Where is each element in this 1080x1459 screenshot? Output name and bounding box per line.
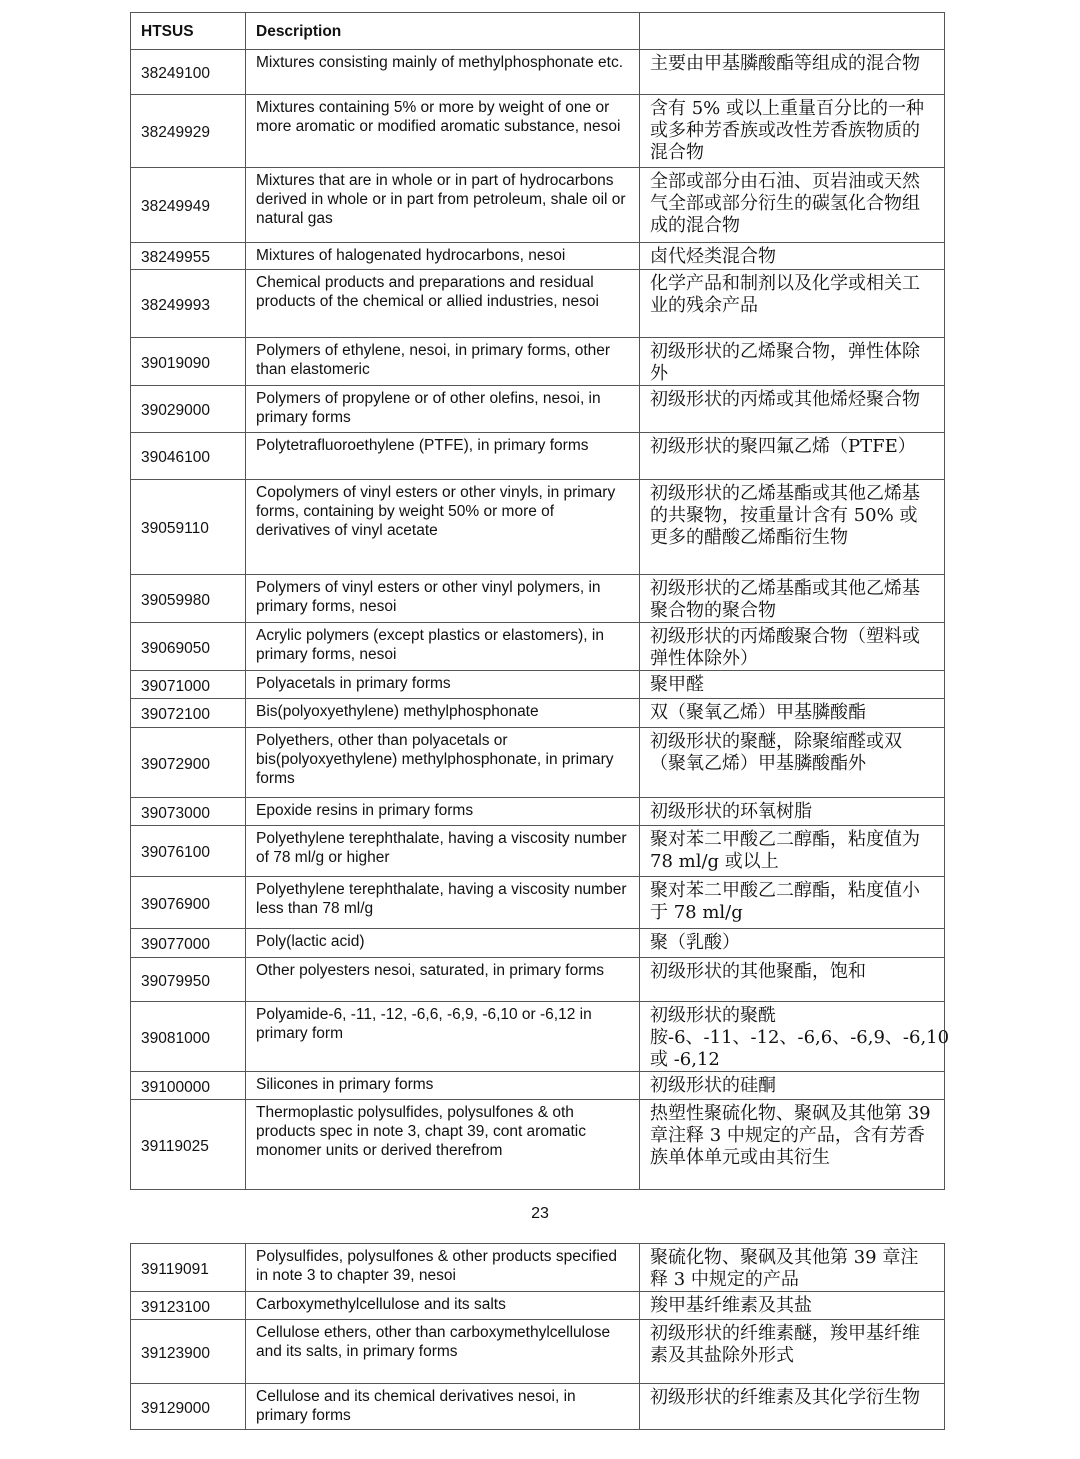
table-row [131, 929, 945, 958]
table-row [131, 433, 945, 480]
htsus-code: 39076100 [131, 826, 246, 877]
table-row [131, 798, 945, 826]
description-en: Thermoplastic polysulfides, polysulfones & oth products spec in note 3, chapt 39, cont aromatic monomer units or derived therefrom [246, 1100, 640, 1190]
description-en: Polyethers, other than polyacetals or bis(polyoxyethylene) methylphosphonate, in primary forms [246, 728, 640, 798]
htsus-code: 39046100 [131, 433, 246, 480]
description-zh: 初级形状的丙烯或其他烯烃聚合物 [640, 386, 945, 433]
description-en: Polyethylene terephthalate, having a viscosity number less than 78 ml/g [246, 877, 640, 929]
htsus-code: 39071000 [131, 671, 246, 699]
table-header-row [131, 13, 945, 50]
description-zh: 初级形状的丙烯酸聚合物（塑料或弹性体除外） [640, 623, 945, 671]
htsus-code: 39072100 [131, 699, 246, 728]
description-en: Polymers of propylene or of other olefins, nesoi, in primary forms [246, 386, 640, 433]
table-row [131, 50, 945, 95]
description-en: Mixtures of halogenated hydrocarbons, nesoi [246, 243, 640, 270]
description-zh: 聚（乳酸） [640, 929, 945, 958]
htsus-code: 39059980 [131, 575, 246, 623]
table-row [131, 338, 945, 386]
htsus-code: 39019090 [131, 338, 246, 386]
description-en: Mixtures containing 5% or more by weight of one or more aromatic or modified aromatic substance, nesoi [246, 95, 640, 168]
description-en: Polysulfides, polysulfones & other products specified in note 3 to chapter 39, nesoi [246, 1244, 640, 1292]
description-zh: 初级形状的聚四氟乙烯（PTFE） [640, 433, 945, 480]
htsus-code: 39100000 [131, 1072, 246, 1100]
description-zh: 初级形状的乙烯基酯或其他乙烯基聚合物的聚合物 [640, 575, 945, 623]
page-number: 23 [531, 1205, 549, 1222]
table-row [131, 480, 945, 575]
htsus-code: 39076900 [131, 877, 246, 929]
description-zh: 全部或部分由石油、页岩油或天然气全部或部分衍生的碳氢化合物组成的混合物 [640, 168, 945, 243]
description-en: Cellulose and its chemical derivatives nesoi, in primary forms [246, 1384, 640, 1430]
htsus-code: 39119091 [131, 1244, 246, 1292]
table-row [131, 877, 945, 929]
description-en: Cellulose ethers, other than carboxymethylcellulose and its salts, in primary forms [246, 1320, 640, 1384]
description-en: Carboxymethylcellulose and its salts [246, 1292, 640, 1320]
table-row [131, 1002, 945, 1072]
description-zh: 双（聚氧乙烯）甲基膦酸酯 [640, 699, 945, 728]
description-zh: 初级形状的聚酰胺-6、-11、-12、-6,6、-6,9、-6,10 或 -6,12 [640, 1002, 945, 1072]
htsus-code: 39059110 [131, 480, 246, 575]
htsus-code: 39077000 [131, 929, 246, 958]
table-row [131, 168, 945, 243]
table-row [131, 95, 945, 168]
description-zh: 初级形状的硅酮 [640, 1072, 945, 1100]
description-zh: 聚对苯二甲酸乙二醇酯，粘度值小于 78 ml/g [640, 877, 945, 929]
description-zh: 初级形状的环氧树脂 [640, 798, 945, 826]
table-row [131, 386, 945, 433]
description-zh: 初级形状的乙烯聚合物，弹性体除外 [640, 338, 945, 386]
header-chinese [640, 13, 945, 50]
htsus-code: 39129000 [131, 1384, 246, 1430]
table-row [131, 699, 945, 728]
description-en: Polyamide-6, -11, -12, -6,6, -6,9, -6,10 or -6,12 in primary form [246, 1002, 640, 1072]
table-row [131, 1384, 945, 1430]
description-zh: 初级形状的其他聚酯，饱和 [640, 958, 945, 1002]
htsus-code: 38249949 [131, 168, 246, 243]
description-en: Silicones in primary forms [246, 1072, 640, 1100]
description-zh: 聚对苯二甲酸乙二醇酯，粘度值为 78 ml/g 或以上 [640, 826, 945, 877]
table-row [131, 826, 945, 877]
description-en: Epoxide resins in primary forms [246, 798, 640, 826]
table-row [131, 1100, 945, 1190]
description-zh: 含有 5% 或以上重量百分比的一种或多种芳香族或改性芳香族物质的混合物 [640, 95, 945, 168]
htsus-code: 39069050 [131, 623, 246, 671]
htsus-code: 39123100 [131, 1292, 246, 1320]
description-zh: 初级形状的聚醚，除聚缩醛或双（聚氧乙烯）甲基膦酸酯外 [640, 728, 945, 798]
description-zh: 聚硫化物、聚砜及其他第 39 章注释 3 中规定的产品 [640, 1244, 945, 1292]
description-zh: 初级形状的纤维素醚，羧甲基纤维素及其盐除外形式 [640, 1320, 945, 1384]
description-zh: 羧甲基纤维素及其盐 [640, 1292, 945, 1320]
table-row [131, 1320, 945, 1384]
htsus-code: 39123900 [131, 1320, 246, 1384]
description-zh: 卤代烃类混合物 [640, 243, 945, 270]
table-row [131, 671, 945, 699]
description-zh: 化学产品和制剂以及化学或相关工业的残余产品 [640, 270, 945, 338]
tariff-table-page-24 [130, 1243, 945, 1430]
table-row [131, 243, 945, 270]
description-en: Polyethylene terephthalate, having a viscosity number of 78 ml/g or higher [246, 826, 640, 877]
description-en: Poly(lactic acid) [246, 929, 640, 958]
table-row [131, 623, 945, 671]
description-en: Mixtures that are in whole or in part of hydrocarbons derived in whole or in part from petroleum, shale oil or natural gas [246, 168, 640, 243]
description-en: Polymers of vinyl esters or other vinyl polymers, in primary forms, nesoi [246, 575, 640, 623]
htsus-code: 39073000 [131, 798, 246, 826]
description-zh: 聚甲醛 [640, 671, 945, 699]
table-row [131, 1072, 945, 1100]
description-zh: 热塑性聚硫化物、聚砜及其他第 39 章注释 3 中规定的产品，含有芳香族单体单元或由其衍生 [640, 1100, 945, 1190]
htsus-code: 38249993 [131, 270, 246, 338]
header-htsus: HTSUS [131, 13, 246, 50]
table-row [131, 575, 945, 623]
table-row [131, 728, 945, 798]
description-zh: 初级形状的乙烯基酯或其他乙烯基的共聚物，按重量计含有 50% 或更多的醋酸乙烯酯衍生物 [640, 480, 945, 575]
htsus-code: 39029000 [131, 386, 246, 433]
description-en: Acrylic polymers (except plastics or elastomers), in primary forms, nesoi [246, 623, 640, 671]
description-en: Copolymers of vinyl esters or other vinyls, in primary forms, containing by weight 50% or more of derivatives of vinyl acetate [246, 480, 640, 575]
description-en: Bis(polyoxyethylene) methylphosphonate [246, 699, 640, 728]
htsus-code: 38249955 [131, 243, 246, 270]
htsus-code: 39072900 [131, 728, 246, 798]
htsus-code: 39079950 [131, 958, 246, 1002]
table-row [131, 1244, 945, 1292]
description-zh: 初级形状的纤维素及其化学衍生物 [640, 1384, 945, 1430]
table-row [131, 958, 945, 1002]
table-row [131, 1292, 945, 1320]
description-en: Mixtures consisting mainly of methylphosphonate etc. [246, 50, 640, 95]
description-zh: 主要由甲基膦酸酯等组成的混合物 [640, 50, 945, 95]
description-en: Other polyesters nesoi, saturated, in primary forms [246, 958, 640, 1002]
tariff-table-page-23 [130, 12, 950, 1190]
table-row [131, 270, 945, 338]
description-en: Polyacetals in primary forms [246, 671, 640, 699]
htsus-code: 38249100 [131, 50, 246, 95]
description-en: Polytetrafluoroethylene (PTFE), in primary forms [246, 433, 640, 480]
description-en: Chemical products and preparations and residual products of the chemical or allied industries, nesoi [246, 270, 640, 338]
header-description: Description [246, 13, 640, 50]
htsus-code: 39081000 [131, 1002, 246, 1072]
htsus-code: 39119025 [131, 1100, 246, 1190]
description-en: Polymers of ethylene, nesoi, in primary forms, other than elastomeric [246, 338, 640, 386]
htsus-code: 38249929 [131, 95, 246, 168]
